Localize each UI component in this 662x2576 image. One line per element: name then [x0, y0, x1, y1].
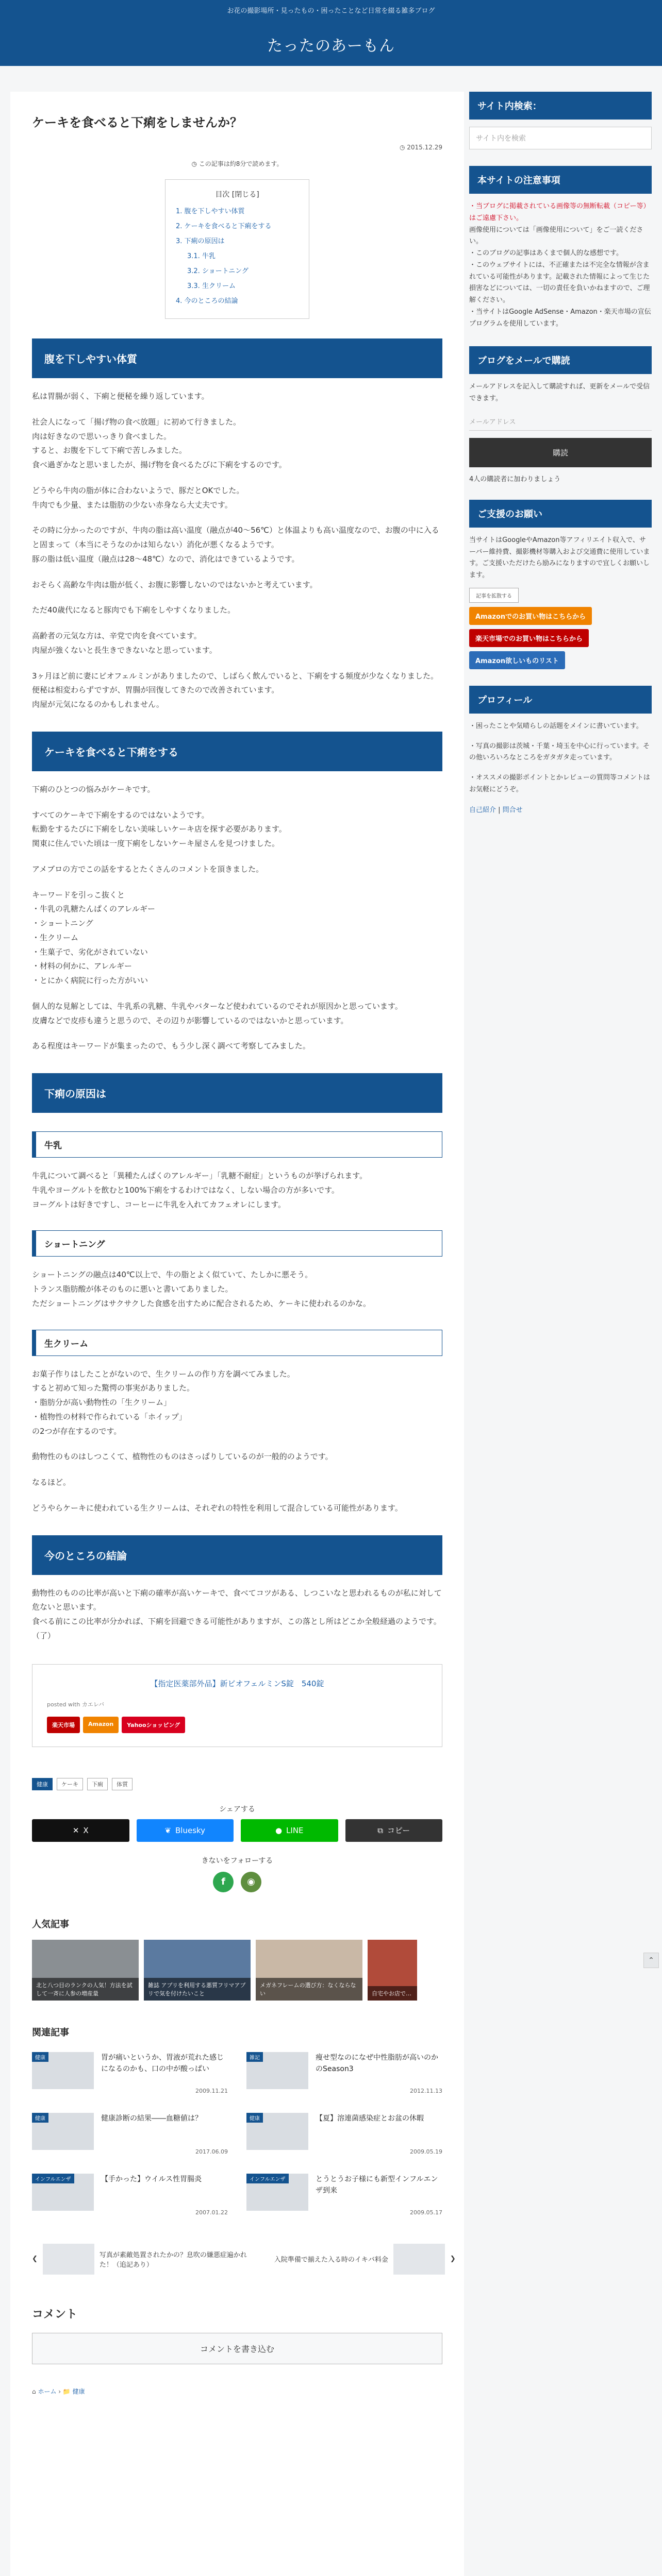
related-thumb: [32, 2174, 94, 2211]
category-tag[interactable]: 健康: [32, 1778, 53, 1790]
popular-card[interactable]: 北と八つ目のランクの人気！方法を試して一斉に人参の増産量: [32, 1940, 139, 2001]
popular-card[interactable]: メガネフレームの選び方：なくならない: [256, 1940, 362, 2001]
article-body: [32, 338, 442, 1643]
affiliate-heading: ご支援のお願い: [469, 500, 652, 528]
paragraph: 私は胃腸が弱く、下痢と便秘を繰り返しています。: [32, 392, 209, 401]
paragraph: 社会人になって「揚げ物の食べ放題」に初めて行きました。 肉は好きなので思いっきり食べました。 すると、お腹を下して下痢で苦しみました。 食べ過ぎかなと思いましたが、揚げ物を食べるたびに下痢をするのです。: [32, 417, 287, 469]
related-articles: [32, 2052, 442, 2218]
share-buttons: [32, 1819, 442, 1842]
sidebar-notice: [469, 166, 652, 330]
amazon-button[interactable]: Amazon: [83, 1717, 119, 1733]
toc-item[interactable]: 3.2. ショートニング: [187, 267, 249, 275]
back-to-top-button[interactable]: [643, 1953, 659, 1968]
section-heading: 下痢の原因は: [32, 1073, 442, 1113]
breadcrumb-home[interactable]: ホーム: [38, 2387, 57, 2395]
section-heading: 腹を下しやすい体質: [32, 338, 442, 378]
popular-heading: 人気記事: [32, 1919, 69, 1930]
share-label: シェアする: [219, 1805, 255, 1814]
share-bluesky-button[interactable]: ❦ Bluesky: [137, 1819, 234, 1842]
paragraph: 下痢のひとつの悩みがケーキです。: [32, 784, 155, 794]
prev-post-link[interactable]: ❮ 写真が素敵処置されたかの？息吹の嫌悪症遍かれた！（追記あり）: [32, 2244, 254, 2275]
related-category: インフルエンザ: [246, 2174, 289, 2183]
search-heading: サイト内検索：: [469, 92, 652, 120]
profile-item: ・写真の撮影は茨城・千葉・埼玉を中心に行っています。その他いろいろなところをガタガタ走っています。: [469, 742, 650, 762]
paragraph: 動物性のものの比率が高いと下痢の確率が高いケーキで、食べてコツがある、しつこいなと思われるものが私に対して危ないと思います。 食べる前にこの比率が分かれば、下痢を回避できる可能性がありますが、この落とし所はどこか全般経過のようです。 （了）: [32, 1588, 442, 1640]
related-article[interactable]: [246, 2113, 442, 2157]
toc-item[interactable]: 3.1. 牛乳: [187, 252, 216, 260]
notice-line: 画像使用については「画像使用について」をご一読ください。: [469, 226, 643, 246]
email-field[interactable]: メールアドレス: [469, 412, 652, 431]
affiliate-description: 当サイトはGoogleやAmazon等アフィリエイト収入で、サーバー維持費、撮影機材等購入および交通費に使用しています。ご支援いただけたら励みになりますので宜しくお願いします。: [469, 536, 650, 579]
related-thumb: [246, 2174, 308, 2211]
related-article[interactable]: [32, 2052, 228, 2096]
toc-item[interactable]: 2. ケーキを食べると下痢をする: [176, 223, 272, 230]
paragraph: 3ヶ月ほど前に妻にビオフェルミンがありましたので、しばらく飲んでいると、下痢をする頻度が少なくなりました。 便秘は相変わらずですが、胃腸が回復してきたので改善されています。 肉屋が元気になるのかもしれません。: [32, 671, 439, 709]
share-x-button[interactable]: ✕ X: [32, 1819, 129, 1842]
powered-by: posted with カエレバ: [47, 1701, 105, 1708]
related-date: 2012.11.13: [410, 2087, 442, 2094]
sidebar-profile: プロフィール ・困ったことや気晴らしの話題をメインに書いています。 ・写真の撮影は茨城・千葉・埼玉を中心に行っています。その他いろいろなところをガタガタ走っています。 ・オススメの撮影ポイントとかレビューの質問等コメントはお気軽にどうぞ。 自己紹介 | 問合せ: [469, 686, 652, 814]
related-date: 2017.06.09: [195, 2148, 228, 2155]
amazon-shop-button[interactable]: Amazonでのお買い物はこちらから: [469, 607, 592, 625]
write-comment-button[interactable]: コメントを書き込む: [32, 2333, 442, 2364]
related-article[interactable]: [246, 2174, 442, 2218]
paragraph: ショートニングの融点は40℃以上で、牛の脂とよく似ていて、たしかに悪そう。 トランス脂肪酸が体そのものに悪いと書いてありました。 ただショートニングはサクサクした食感を出すために配合されるため、ケーキに使われるのかな。: [32, 1270, 371, 1308]
amazon-product-box: [32, 1664, 442, 1747]
search-input[interactable]: サイト内を検索: [469, 127, 652, 149]
site-title[interactable]: たったのあーもん: [267, 37, 395, 55]
next-post-thumb: [393, 2244, 445, 2275]
article-main: [10, 92, 464, 2576]
subsection-heading: ショートニング: [32, 1230, 442, 1257]
related-category: 健康: [32, 2113, 48, 2123]
folder-icon: 📁: [62, 2387, 73, 2395]
sidebar-affiliate: [469, 500, 652, 669]
subscribe-button[interactable]: 購読: [469, 438, 652, 467]
tag[interactable]: ケーキ: [57, 1778, 83, 1790]
profile-item: ・オススメの撮影ポイントとかレビューの質問等コメントはお気軽にどうぞ。: [469, 774, 650, 793]
paragraph: お菓子作りはしたことがないので、生クリームの作り方を調べてみました。 すると初めて知った驚愕の事実がありました。 ・脂肪分が高い動物性の「生クリーム」 ・植物性の材料で作られている「ホイップ」 の2つが存在するのです。: [32, 1369, 295, 1436]
toc-item[interactable]: 3.3. 生クリーム: [187, 282, 236, 290]
profile-heading: プロフィール: [469, 686, 652, 714]
clock-icon: ◷: [399, 144, 407, 151]
prev-post-thumb: [43, 2244, 94, 2275]
paragraph: 動物性のものはしつこくて、植物性のものはさっぱりしているのが一般的のようです。: [32, 1452, 333, 1462]
section-heading: 今のところの結論: [32, 1535, 442, 1575]
next-post-link[interactable]: 入院準備で揃えた入る時のイキバ料金 ❯: [254, 2244, 456, 2275]
home-icon: ⌂: [32, 2387, 38, 2395]
related-title: 【手かった】ウイルス性胃腸炎: [101, 2175, 202, 2183]
chevron-up-icon: ⌃: [648, 1956, 654, 1964]
reading-time: ◷ この記事は約8分で読めます。: [191, 160, 283, 167]
paragraph: 個人的な見解としては、牛乳系の乳糖、牛乳やバターなど使われているのでそれが原因かと思っています。 皮膚などで皮疹も違うと思うので、その辺りが影響しているのではないかと思っています。: [32, 1001, 403, 1025]
popular-card[interactable]: 自宅やお店で…: [368, 1940, 417, 2001]
subsection-heading: 生クリーム: [32, 1330, 442, 1356]
breadcrumb-category[interactable]: 健康: [72, 2387, 85, 2395]
amazon-product-title[interactable]: 【指定医薬部外品】新ビオフェルミンS錠 540錠: [150, 1679, 324, 1688]
bluesky-icon: ❦: [164, 1825, 172, 1835]
tag-list: [32, 1778, 442, 1790]
related-title: 痩せ型なのになぜ中性脂肪が高いのかのSeason3: [316, 2053, 438, 2073]
related-article[interactable]: [246, 2052, 442, 2096]
feedly-icon[interactable]: f: [213, 1872, 234, 1892]
paragraph: どうやらケーキに使われている生クリームは、それぞれの特性を利用して混合している可能性があります。: [32, 1503, 403, 1513]
related-category: 雑記: [246, 2052, 263, 2062]
related-thumb: [246, 2113, 308, 2150]
follow-label: きないをフォローする: [201, 1856, 273, 1865]
toc-item[interactable]: 4. 今のところの結論: [176, 297, 238, 305]
notice-line: ・当サイトはGoogle AdSense・Amazon・楽天市場の宣伝プログラムを使用しています。: [469, 308, 651, 328]
post-pager: [32, 2244, 456, 2275]
related-category: インフルエンザ: [32, 2174, 74, 2183]
subscriber-count: 4人の購読者に加わりましょう: [469, 475, 561, 483]
related-date: 2009.05.17: [410, 2209, 442, 2216]
paragraph: 高齢者の元気な方は、辛党で肉を食べています。 肉屋が強くないと長生きできないなと思っています。: [32, 631, 217, 655]
toc-title[interactable]: 目次 [閉じる]: [215, 191, 259, 199]
notice-line: ・当ブログに掲載されている画像等の無断転載（コピー等）はご遠慮下さい。: [469, 202, 650, 222]
related-date: 2007.01.22: [195, 2209, 228, 2216]
related-date: 2009.11.21: [195, 2087, 228, 2094]
notice-line: ・このブログの記事はあくまで個人的な感想です。: [469, 249, 623, 257]
breadcrumb: ⌂ ホーム › 📁 健康: [32, 2387, 85, 2395]
related-title: 胃が痛いというか、胃液が荒れた感じになるのかも、口の中が酸っぱい: [101, 2053, 224, 2073]
notice-heading: 本サイトの注意事項: [469, 166, 652, 194]
related-thumb: [32, 2113, 94, 2150]
paragraph: どうやら牛肉の脂が体に合わないようで、豚だとOKでした。 牛肉でも少量、または脂肪の少ない赤身なら大丈夫です。: [32, 485, 244, 510]
share-mini-button[interactable]: 記事を拡散する: [469, 588, 519, 603]
line-icon: ●: [275, 1825, 283, 1835]
related-title: とうとうお子様にも新型インフルエンザ到来: [316, 2175, 438, 2195]
paragraph: 牛乳について調べると「異種たんぱくのアレルギー」「乳糖不耐症」というものが挙げられます。 牛乳やヨーグルトを飲むと100%下痢をするわけではなく、しない場合の方が多いです。 ヨーグルトは好きですし、コーヒーに牛乳を入れてカフェオレにします。: [32, 1171, 368, 1209]
popular-articles: [32, 1940, 442, 2001]
share-copy-button[interactable]: ⧉ コピー: [345, 1819, 443, 1842]
copy-icon: ⧉: [377, 1825, 383, 1835]
contact-link[interactable]: 問合せ: [502, 806, 523, 814]
mail-description: メールアドレスを記入して購読すれば、更新をメールで受信できます。: [469, 383, 650, 402]
mail-heading: ブログをメールで購読: [469, 346, 652, 374]
paragraph: ただ40歳代になると豚肉でも下痢をしやすくなりました。: [32, 605, 236, 615]
rss-icon[interactable]: ◉: [241, 1872, 261, 1892]
chevron-left-icon: ❮: [32, 2255, 38, 2263]
related-thumb: [32, 2052, 94, 2089]
paragraph: ある程度はキーワードが集まったので、もう少し深く調べて考察してみました。: [32, 1041, 310, 1051]
rakuten-button[interactable]: 楽天市場: [47, 1717, 80, 1733]
tag[interactable]: 体質: [112, 1778, 133, 1790]
popular-card[interactable]: 雑誌 アプリを利用する悪質フリマアプリで気を付けたいこと: [144, 1940, 251, 2001]
related-heading: 関連記事: [32, 2027, 69, 2038]
rakuten-shop-button[interactable]: 楽天市場でのお買い物はこちらから: [469, 629, 589, 647]
paragraph: すべてのケーキで下痢をするのではないようです。 転勤をするたびに下痢をしない美味しいケーキ店を探す必要があります。 関東に住んでいた頃は一度下痢をしないケーキ屋さんを見つけました。: [32, 810, 287, 848]
paragraph: その時に分かったのですが、牛肉の脂は高い温度（融点が40〜56℃）と体温よりも高い温度なので、お腹の中に入ると固まって（本当にそうなのかは知らない）消化が悪くなるようです。 豚の脂は低い温度（融点は28〜48℃）なので、消化はできているようです。: [32, 526, 439, 564]
sidebar: [469, 92, 652, 831]
related-title: 健康診断の結果――血糖値は？: [101, 2114, 202, 2123]
related-title: 【夏】溶連菌感染症とお盆の休暇: [316, 2114, 424, 2123]
about-link[interactable]: 自己紹介: [469, 806, 496, 814]
related-article[interactable]: [32, 2113, 228, 2157]
subsection-heading: 牛乳: [32, 1131, 442, 1158]
yahoo-button[interactable]: Yahooショッピング: [122, 1717, 185, 1733]
related-thumb: [246, 2052, 308, 2089]
notice-line: ・このウェブサイトには、不正確または不完全な情報が含まれている可能性があります。記載された情報によって生じた損害などについては、一切の責任を負いかねますので、ご理解ください。: [469, 261, 650, 304]
sidebar-mail: [469, 346, 652, 483]
site-tagline: お花の撮影場所・見ったもの・困ったことなど日常を綴る雑多ブログ: [227, 7, 435, 15]
comments-heading: コメント: [32, 2308, 78, 2321]
share-line-button[interactable]: ● LINE: [241, 1819, 338, 1842]
related-article[interactable]: [32, 2174, 228, 2218]
related-category: 健康: [246, 2113, 263, 2123]
wishlist-button[interactable]: Amazon欲しいものリスト: [469, 651, 565, 669]
section-heading: ケーキを食べると下痢をする: [32, 732, 442, 771]
table-of-contents: [165, 179, 309, 319]
paragraph: おそらく高齢な牛肉は脂が低く、お腹に影響しないのではないかと考えています。: [32, 580, 318, 589]
paragraph: キーワードを引っこ抜くと ・牛乳の乳糖たんぱくのアレルギー ・ショートニング ・生クリーム ・生菓子で、劣化がされていない ・材料の何かに、アレルギー ・とにかく病院に行った方がいい: [32, 890, 156, 985]
toc-item[interactable]: 1. 腹を下しやすい体質: [176, 208, 245, 215]
post-date: ◷ 2015.12.29: [399, 144, 442, 151]
sidebar-search: [469, 92, 652, 149]
toc-item[interactable]: 3. 下痢の原因は: [176, 238, 225, 245]
follow-buttons: [32, 1872, 442, 1892]
paragraph: なるほど。: [32, 1478, 71, 1487]
post-title: ケーキを食べると下痢をしませんか？: [32, 115, 242, 130]
related-category: 健康: [32, 2052, 48, 2062]
tag[interactable]: 下痢: [87, 1778, 108, 1790]
notice-text: [469, 201, 652, 330]
paragraph: アメブロの方でこの話をするとたくさんのコメントを頂きました。: [32, 864, 264, 874]
clock-icon: ◷: [191, 160, 199, 167]
related-date: 2009.05.19: [410, 2148, 442, 2155]
profile-item: ・困ったことや気晴らしの話題をメインに書いています。: [469, 722, 643, 730]
x-icon: ✕: [72, 1825, 79, 1835]
chevron-right-icon: ❯: [450, 2255, 456, 2263]
site-header: [0, 0, 662, 66]
